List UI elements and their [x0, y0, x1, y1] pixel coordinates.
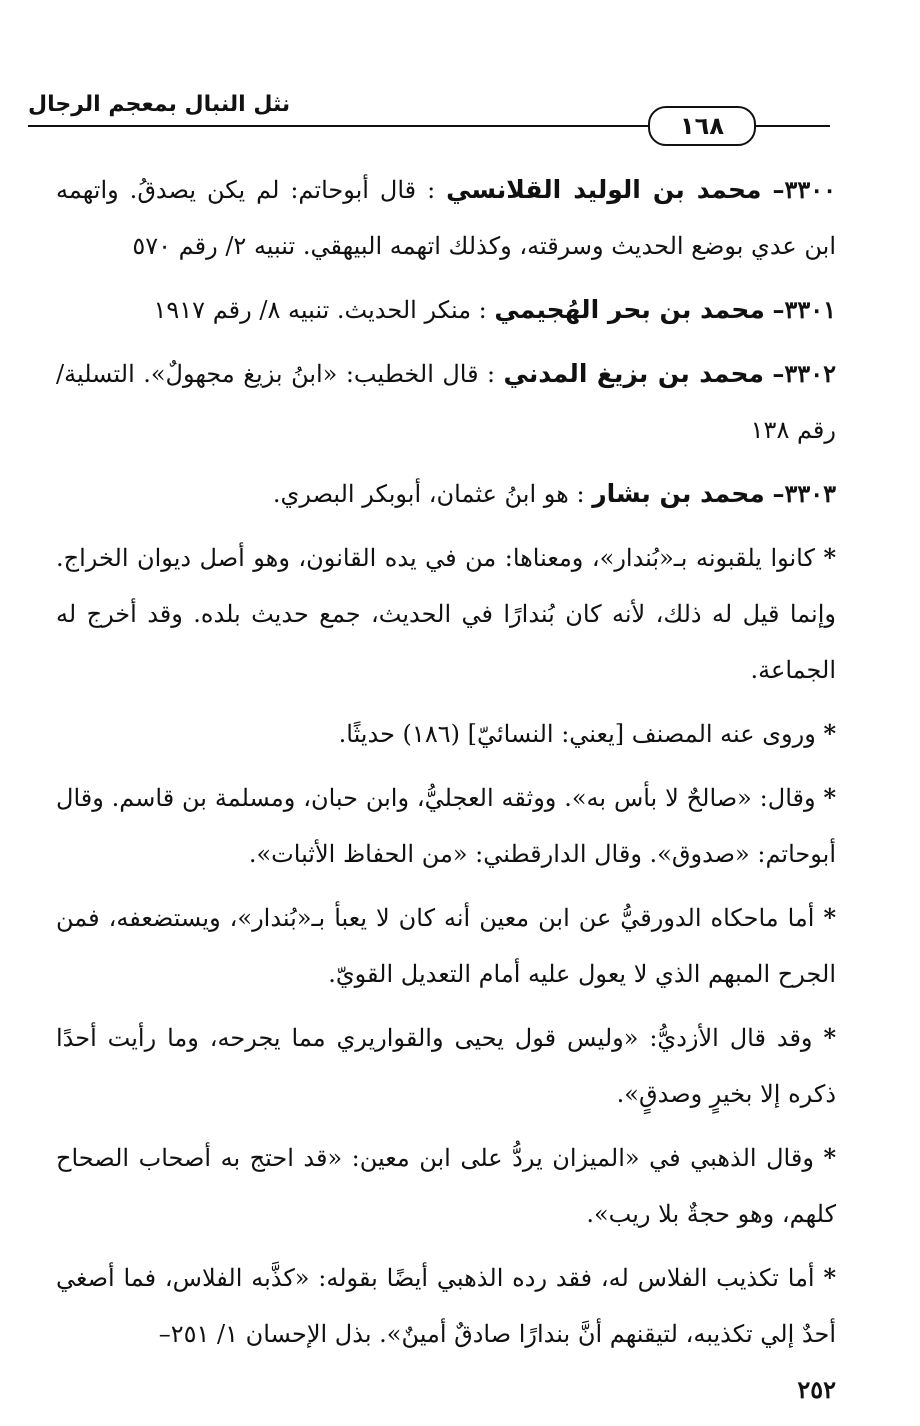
entry-3303: [56, 466, 836, 522]
entry-text: : منكر الحديث. تنبيه ٨/ رقم ١٩١٧: [153, 296, 487, 324]
narrator-name: محمد بن بحر الهُجيمي: [494, 295, 765, 324]
note-paragraph: [56, 1010, 836, 1122]
note-marker: *: [823, 783, 836, 812]
entry-number: ٣٣٠٢–: [772, 359, 836, 388]
note-text: وقال الذهبي في «الميزان يردُّ على ابن معين: «قد احتج به أصحاب الصحاح كلهم، وهو حجةٌ بلا ريب».: [56, 1144, 836, 1228]
note-marker: *: [823, 1143, 837, 1172]
entry-number: ٣٣٠١–: [772, 295, 836, 324]
note-paragraph: [56, 770, 836, 882]
entry-number: ٣٣٠٣–: [772, 479, 836, 508]
narrator-name: محمد بن الوليد القلانسي: [446, 175, 762, 204]
entry-3300: [56, 162, 836, 274]
note-text: وروى عنه المصنف [يعني: النسائيّ] (١٨٦) حديثًا.: [338, 720, 816, 748]
note-text: وقد قال الأزديُّ: «وليس قول يحيى والقواريري مما يجرحه، وما رأيت أحدًا ذكره إلا بخيرٍ وصدقٍ».: [56, 1024, 836, 1108]
note-paragraph: [56, 890, 836, 1002]
note-marker: *: [823, 903, 836, 932]
entry-number: ٣٣٠٠–: [772, 175, 836, 204]
narrator-name: محمد بن بزيغ المدني: [503, 359, 764, 388]
note-paragraph: [56, 1250, 836, 1418]
book-title: نثل النبال بمعجم الرجال: [28, 92, 291, 117]
note-text: كانوا يلقبونه بـ«بُندار»، ومعناها: من في يده القانون، وهو أصل ديوان الخراج. وإنما قيل له ذلك، لأنه كان بُندارًا في الحديث، جمع حديث بلده. وقد أخرج له الجماعة.: [56, 544, 836, 684]
page-number: ١٦٨: [648, 106, 756, 146]
page-reference-continuation: ٢٥٢: [797, 1375, 836, 1404]
narrator-name: محمد بن بشار: [592, 479, 765, 508]
page-body: [56, 162, 836, 1426]
note-paragraph: [56, 530, 836, 698]
entry-text: : قال الخطيب: «ابنُ بزيغ مجهولٌ». التسلية/ رقم ١٣٨: [56, 360, 836, 444]
note-marker: *: [823, 1263, 836, 1292]
note-text: أما تكذيب الفلاس له، فقد رده الذهبي أيضًا بقوله: «كذَّبه الفلاس، فما أصغي أحدٌ إلي تكذيبه، لتيقنهم أنَّ بندارًا صادقٌ أمينٌ». بذل الإحسان ١/ ٢٥١–: [56, 1264, 836, 1348]
note-marker: *: [823, 719, 836, 748]
note-text: وقال: «صالحٌ لا بأس به». ووثقه العجليُّ، وابن حبان، ومسلمة بن قاسم. وقال أبوحاتم: «صدوق». وقال الدارقطني: «من الحفاظ الأثبات».: [56, 784, 836, 868]
entry-text: : قال أبوحاتم: لم يكن يصدقُ. واتهمه ابن عدي بوضع الحديث وسرقته، وكذلك اتهمه البيهقي. تنبيه ٢/ رقم ٥٧٠: [56, 176, 836, 260]
note-paragraph: [56, 1130, 836, 1242]
entry-3302: [56, 346, 836, 458]
note-marker: *: [823, 543, 836, 572]
entry-3301: [56, 282, 836, 338]
page-header: [28, 92, 830, 142]
note-marker: *: [823, 1023, 836, 1052]
note-text: أما ماحكاه الدورقيُّ عن ابن معين أنه كان لا يعبأ بـ«بُندار»، ويستضعفه، فمن الجرح المبهم الذي لا يعول عليه أمام التعديل القويّ.: [56, 904, 836, 988]
entry-text: : هو ابنُ عثمان، أبوبكر البصري.: [272, 480, 585, 508]
note-paragraph: [56, 706, 836, 762]
